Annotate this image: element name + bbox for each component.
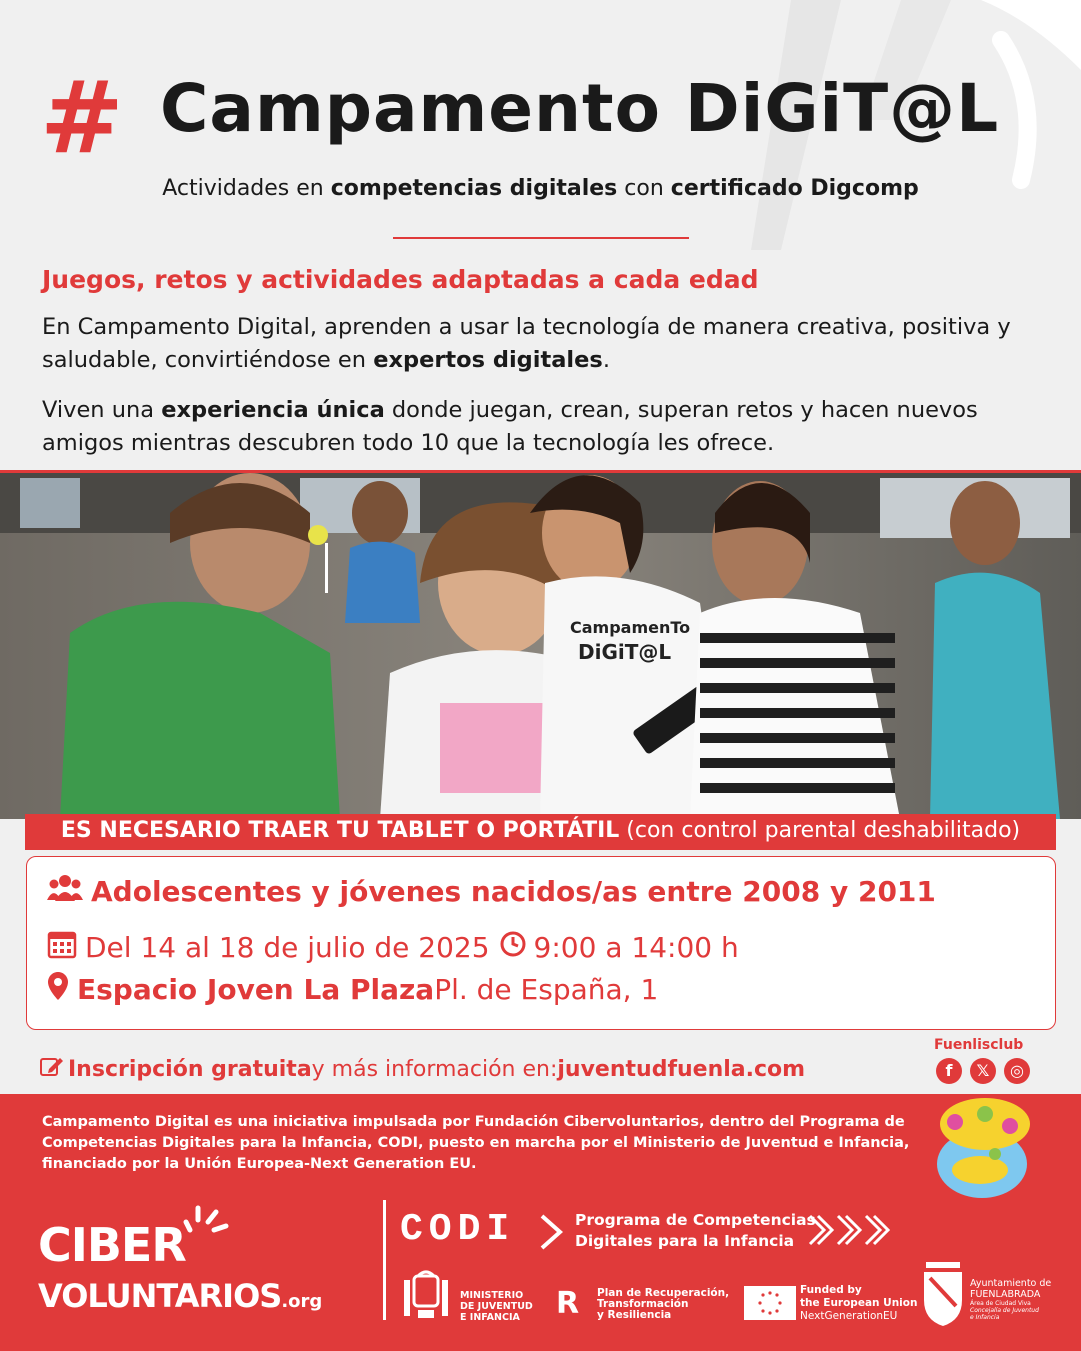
notice-text (0, 818, 1081, 843)
calendar-icon (47, 929, 77, 966)
edit-icon (40, 1055, 64, 1083)
x-icon[interactable]: 𝕏 (970, 1058, 996, 1084)
plan-line1: Plan de Recuperación, (597, 1287, 730, 1299)
plan-line2: Transformación (597, 1298, 689, 1310)
notice-bold: ES NECESARIO TRAER TU TABLET O PORTÁTIL (60, 818, 620, 843)
intro-paragraph-1 (42, 311, 1052, 377)
date-time-line (47, 929, 739, 966)
users-icon (47, 873, 83, 910)
footer-text: Campamento Digital es una iniciativa impulsada por Fundación Cibervoluntarios, dentro del Programa de Competencias Digitales para la Infancia, CODI, puesto en marcha por el Ministerio de Juventud e Infancia, financiado por la Unión Europea-Next Generation EU. (42, 1114, 910, 1172)
org-text: .org (281, 1291, 323, 1312)
date-text: Del 14 al 18 de julio de 2025 (85, 931, 490, 964)
eu-line3: NextGenerationEU (800, 1310, 898, 1322)
audience-text: Adolescentes y jóvenes nacidos/as entre 2008 y 2011 (91, 875, 936, 908)
venue-address: Pl. de España, 1 (434, 973, 659, 1006)
codi-subtitle (575, 1210, 816, 1252)
recovery-plan-text (597, 1288, 729, 1321)
recovery-plan-icon: R (556, 1286, 580, 1321)
eu-line1: Funded by (800, 1284, 862, 1296)
eu-flag-icon (744, 1286, 796, 1320)
fuenlabrada-crest-icon (920, 1258, 966, 1328)
venue-name: Espacio Joven La Plaza (77, 973, 435, 1006)
sun-rays-icon (182, 1196, 232, 1236)
social-title: Fuenlisclub (934, 1037, 1024, 1053)
intro-heading: Juegos, retos y actividades adaptadas a cada edad (42, 265, 759, 294)
codi-logo: CODI (400, 1208, 516, 1251)
ayto-line4: Concejalía de Juventud (970, 1307, 1039, 1314)
time-text: 9:00 a 14:00 h (533, 931, 739, 964)
shirt-print-2: DiGiT@L (578, 640, 672, 664)
page-title: Campamento DiGiT@L (160, 70, 1000, 147)
p1-end: . (602, 347, 610, 373)
subtitle (0, 176, 1081, 201)
chevron-right-icon (538, 1212, 566, 1252)
p1-text: En Campamento Digital, aprenden a usar la tecnología de manera creativa, positiva y saludable, convirtiéndose en (42, 314, 1011, 373)
ayto-line1: Ayuntamiento de (970, 1278, 1052, 1289)
audience-line (47, 873, 936, 910)
subtitle-bold-digital: competencias digitales (330, 176, 618, 201)
p2-text: Viven una (42, 397, 162, 423)
spain-coat-of-arms-icon (400, 1270, 452, 1324)
ayto-line2: FUENLABRADA (970, 1289, 1041, 1300)
p1-bold: expertos digitales (373, 347, 603, 373)
venue-line (47, 971, 658, 1008)
notice-normal: (con control parental deshabilitado) (619, 818, 1021, 843)
cibervoluntarios-logo-ciber: CIBER (38, 1218, 186, 1272)
subtitle-text: Actividades en (162, 176, 331, 201)
ministerio-line1: MINISTERIO (460, 1290, 524, 1301)
eu-line2: the European Union (800, 1297, 918, 1309)
info-box (26, 856, 1056, 1030)
registration-mid: y más información en: (311, 1056, 558, 1082)
cibervoluntarios-logo-voluntarios (38, 1277, 323, 1315)
registration-bold: Inscripción gratuita (68, 1056, 312, 1082)
fuenlisclub-logo (930, 1094, 1035, 1204)
p2-bold: experiencia única (161, 397, 385, 423)
subtitle-bold-cert: certificado Digcomp (670, 176, 919, 201)
ayto-line5: e Infancia (970, 1314, 1000, 1321)
instagram-icon[interactable]: ◎ (1004, 1058, 1030, 1084)
intro-paragraph-2 (42, 394, 1052, 460)
ministerio-line2: DE JUVENTUD (460, 1301, 533, 1312)
subtitle-text-mid: con (617, 176, 671, 201)
ayuntamiento-text (970, 1278, 1051, 1321)
footer-divider (383, 1200, 386, 1320)
shirt-print-1: CampamenTo (570, 618, 691, 637)
registration-line (40, 1055, 805, 1083)
chevrons-right-icon (808, 1214, 890, 1246)
ministerio-line3: E INFANCIA (460, 1312, 520, 1323)
clock-icon (500, 931, 526, 964)
eu-funding-text (800, 1284, 917, 1323)
divider (393, 237, 689, 239)
p2-end: donde juegan, crean, superan retos y hacen nuevos amigos mientras descubren todo 10 que la tecnología les ofrece. (42, 397, 978, 456)
codi-sub-line1: Programa de Competencias (575, 1211, 816, 1229)
campers-photo (0, 470, 1081, 819)
map-pin-icon (47, 971, 69, 1008)
plan-line3: y Resiliencia (597, 1309, 672, 1321)
ayto-line3: Área de Ciudad Viva (970, 1300, 1031, 1307)
hashtag-symbol: # (40, 59, 120, 176)
ministerio-text (460, 1290, 533, 1323)
codi-sub-line2: Digitales para la Infancia (575, 1232, 795, 1250)
voluntarios-text: VOLUNTARIOS (38, 1277, 282, 1315)
facebook-icon[interactable]: f (936, 1058, 962, 1084)
website-link[interactable]: juventudfuenla.com (557, 1056, 806, 1082)
